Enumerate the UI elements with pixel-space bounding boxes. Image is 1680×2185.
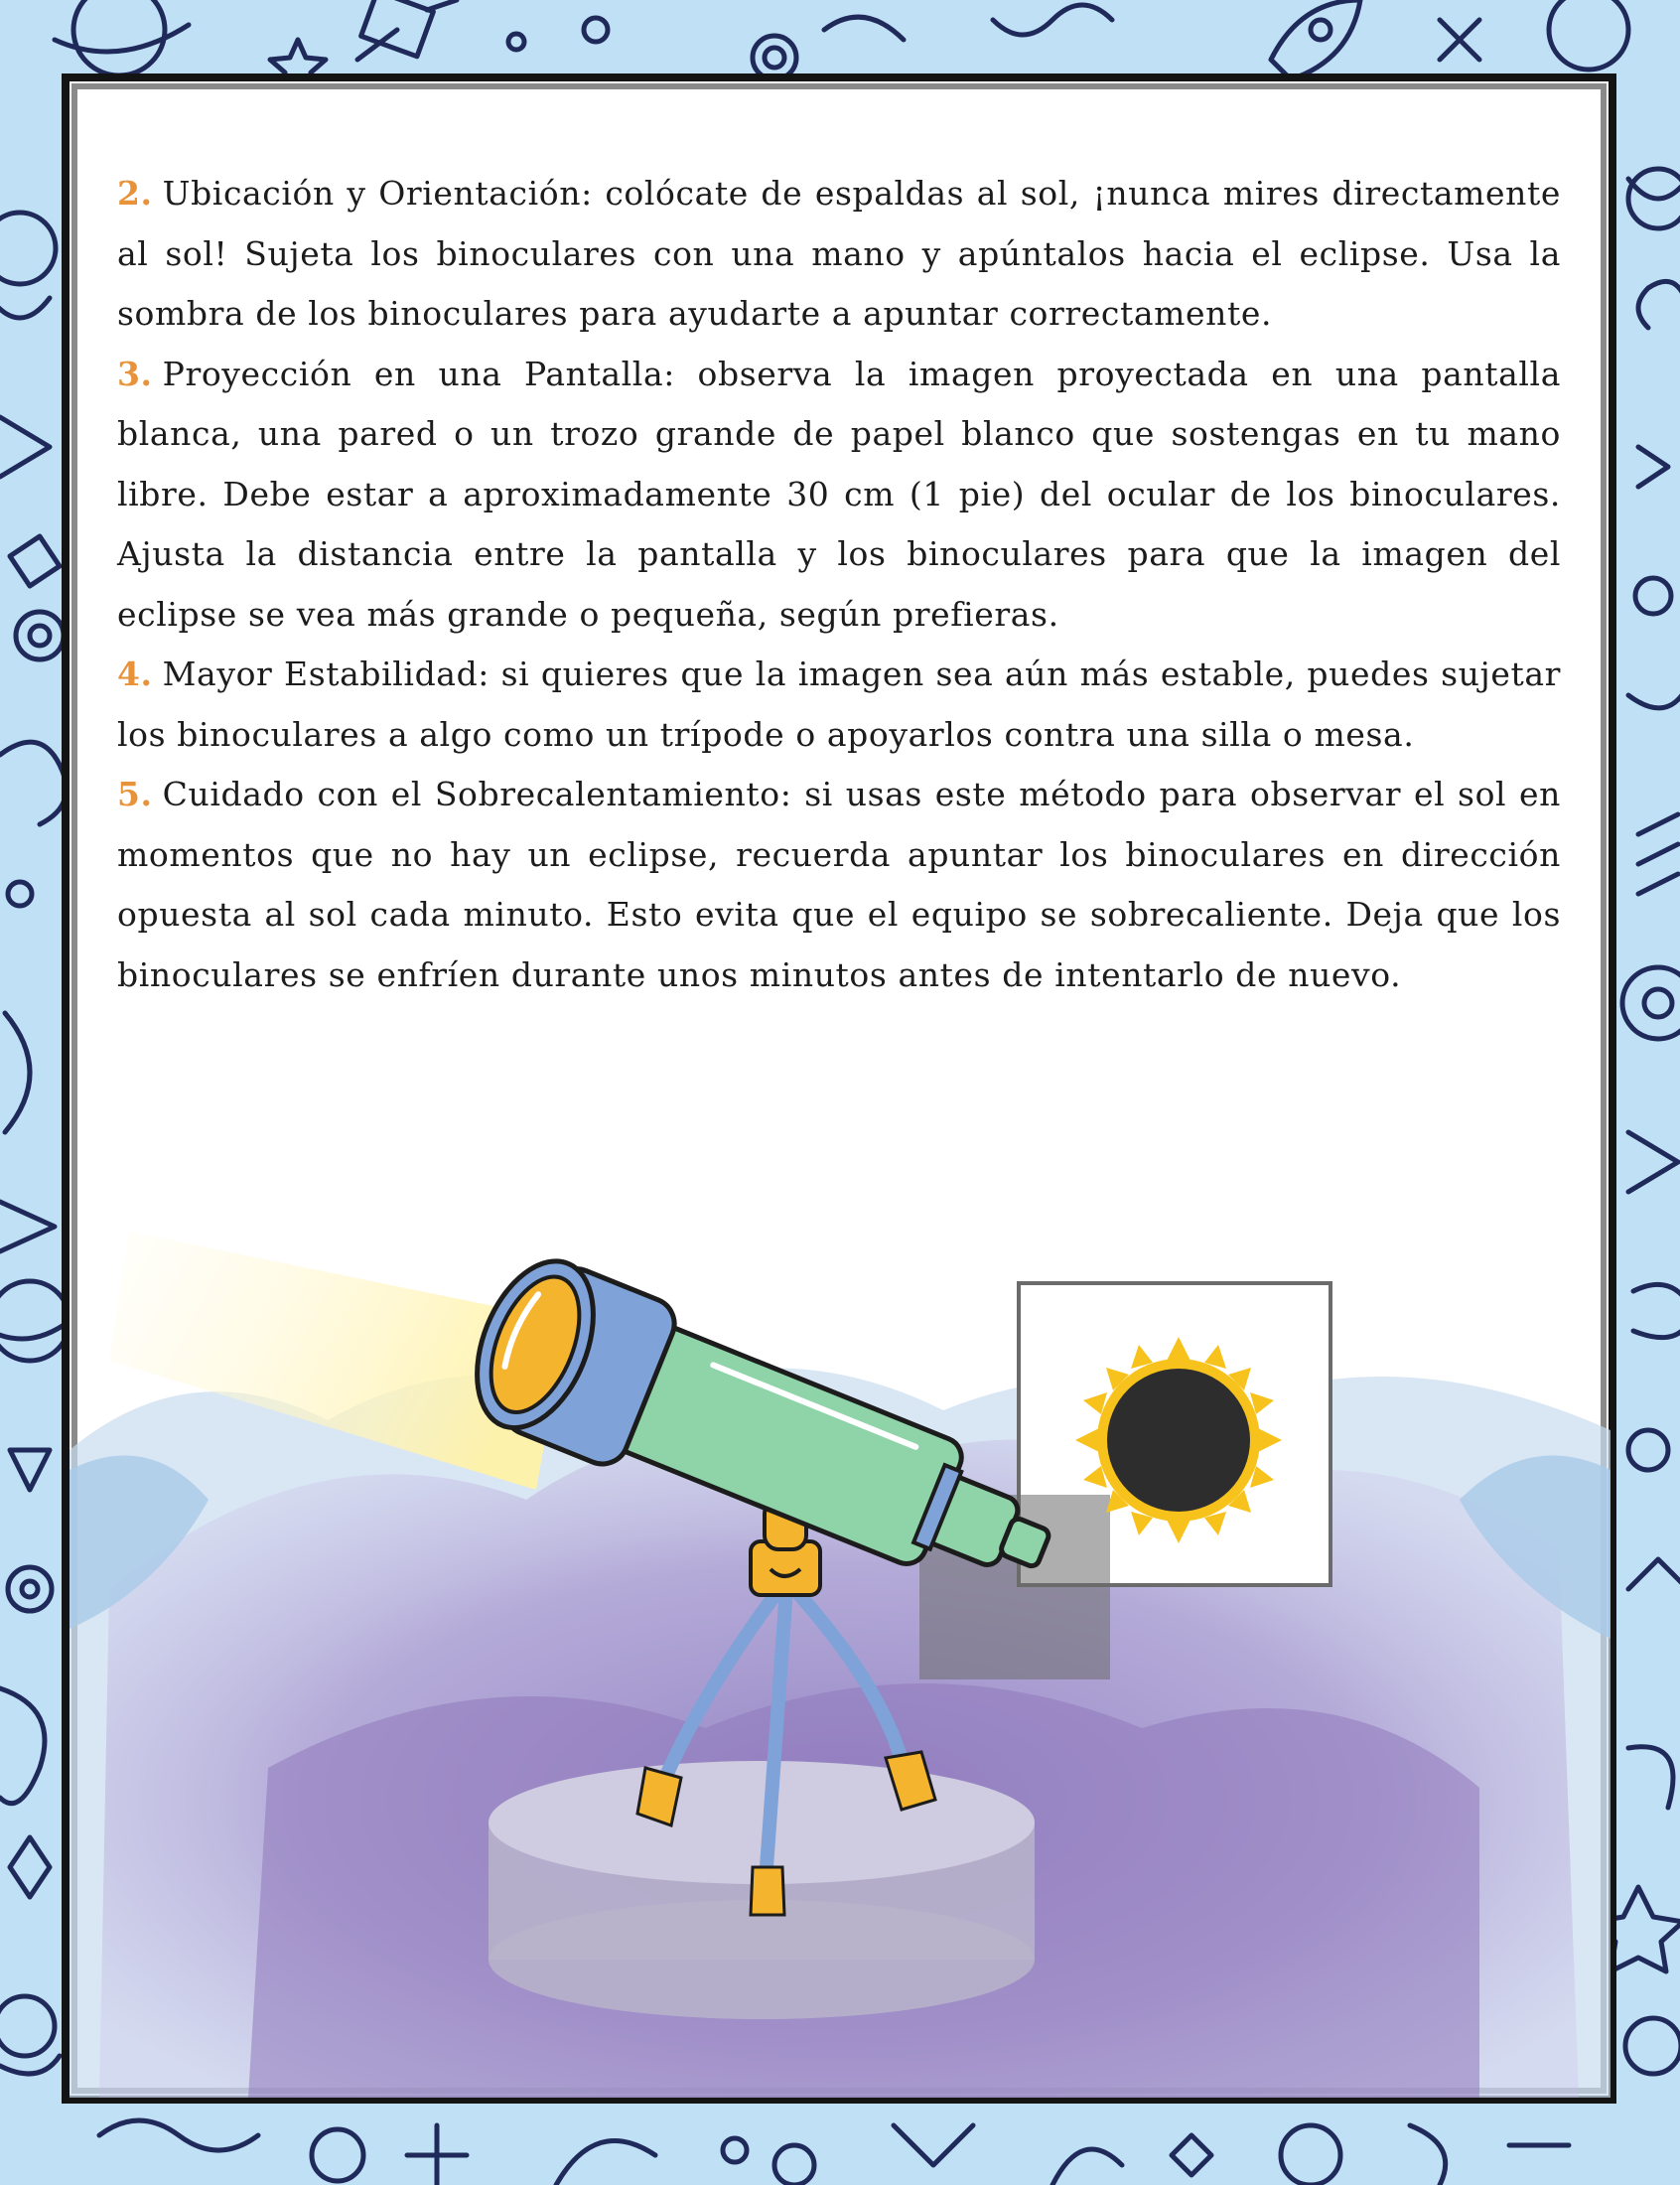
spiral-icon (1638, 281, 1680, 328)
step-2 (117, 164, 1561, 345)
step-text: Ubicación y Orientación: colócate de espaldas al sol, ¡nunca mires directamente al sol! Sujeta los binoculares con una mano y apúntalos hacia el eclipse. Usa la sombra de los binoculares para ayudarte a apuntar correctamente. (117, 174, 1561, 333)
step-text: Mayor Estabilidad: si quieres que la imagen sea aún más estable, puedes sujetar los binoculares a algo como un trípode o apoyarlos contra una silla o mesa. (117, 655, 1561, 754)
eclipse-icon (1075, 1337, 1282, 1543)
planet-icon (55, 0, 189, 75)
telescope-eclipse-illustration (70, 1172, 1610, 2098)
step-number: 3. (117, 354, 153, 393)
astronaut-icon (0, 213, 56, 318)
instructions-text (117, 164, 1561, 1005)
satellite-icon (357, 0, 457, 60)
step-5 (117, 765, 1561, 1005)
step-number: 4. (117, 655, 153, 693)
step-number: 2. (117, 174, 153, 213)
step-number: 5. (117, 775, 153, 813)
step-text: Cuidado con el Sobrecalentamiento: si usas este método para observar el sol en momentos que no hay un eclipse, recuerda apuntar los binoculares en dirección opuesta al sol cada minuto. Esto evita que el equipo se sobrecaliente. Deja que los binoculares se enfríen durante unos minutos antes de intentarlo de nuevo. (117, 775, 1561, 994)
rocket-icon (1271, 0, 1360, 79)
step-4 (117, 645, 1561, 765)
step-3 (117, 345, 1561, 646)
step-text: Proyección en una Pantalla: observa la imagen proyectada en una pantalla blanca, una pared o un trozo grande de papel blanco que sostengas en tu mano libre. Debe estar a aproximadamente 30 cm (1 pie) del ocular de los binoculares. Ajusta la distancia entre la pantalla y los binoculares para que la imagen del eclipse se vea más grande o pequeña, según prefieras. (117, 354, 1561, 634)
